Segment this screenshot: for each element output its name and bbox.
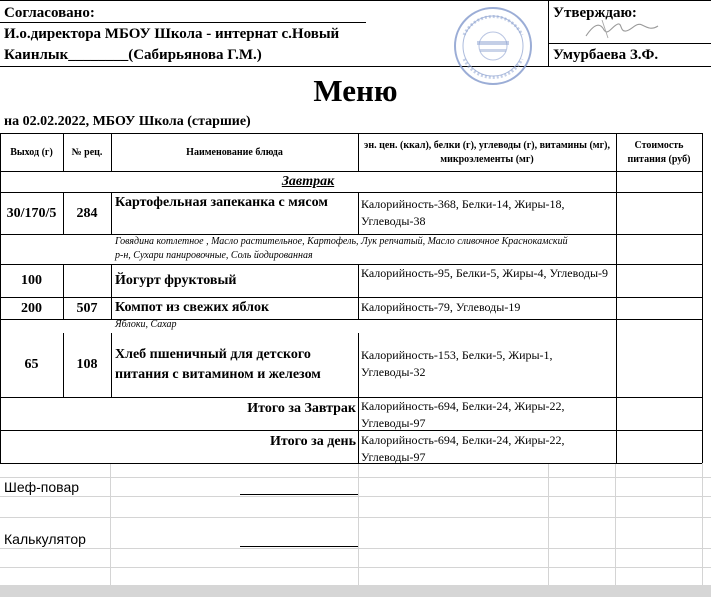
table-border [0, 463, 702, 464]
table-border [616, 133, 617, 463]
border-line [0, 22, 366, 23]
row-output: 65 [24, 357, 39, 372]
border-line [0, 66, 711, 67]
row-recipe: 284 [76, 205, 98, 221]
column-header-nutrition: эн. цен. (ккал), белки (г), углеводы (г), витамины (мг), микроэлементы (мг) [364, 139, 610, 165]
row-dish: Хлеб пшеничный для детского питания с витамином и железом [115, 347, 321, 382]
border-line [548, 43, 711, 44]
column-header-output: Выход (г) [10, 146, 53, 158]
row-nutrition: Калорийность-95, Белки-5, Жиры-4, Углеводы-9 [361, 266, 609, 280]
row-output: 200 [21, 300, 42, 316]
agreed-position: И.о.директора МБОУ Школа - интернат с.Новый [4, 26, 340, 42]
total-day-label: Итого за день [270, 434, 356, 449]
page-subtitle: на 02.02.2022, МБОУ Школа (старшие) [4, 114, 251, 129]
row-dish: Компот из свежих яблок [115, 300, 270, 315]
row-recipe: 507 [76, 300, 98, 316]
sheet-gridline [615, 463, 616, 585]
chef-signature-line [240, 494, 358, 495]
row-output: 100 [21, 273, 42, 288]
calculator-label: Калькулятор [4, 531, 86, 547]
sheet-gridline [0, 517, 711, 518]
table-border [111, 192, 112, 234]
table-border [63, 264, 64, 319]
sheet-gridline [110, 463, 111, 585]
row-dish: Йогурт фруктовый [115, 273, 237, 288]
signature-scribble [582, 16, 662, 42]
sheet-gridline [702, 463, 703, 585]
approve-label: Утверждаю: [553, 5, 637, 21]
column-header-dish: Наименование блюда [186, 146, 283, 158]
section-title: Завтрак [281, 174, 335, 189]
sheet-gridline [0, 567, 711, 568]
border-line [0, 0, 711, 1]
table-border [358, 264, 359, 319]
agreed-label: Согласовано: [4, 5, 95, 21]
table-border [63, 192, 64, 234]
row-nutrition: Калорийность-153, Белки-5, Жиры-1, Углеводы-32 [361, 348, 553, 379]
table-border [111, 133, 112, 172]
column-header-cost: Стоимость питания (руб) [627, 139, 691, 165]
table-border [111, 333, 112, 397]
table-border [0, 430, 702, 431]
row-ingredients: Яблоки, Сахар [115, 319, 177, 330]
total-breakfast-label: Итого за Завтрак [247, 401, 356, 416]
sheet-gridline [0, 548, 711, 549]
table-border [358, 192, 359, 234]
table-border [63, 333, 64, 397]
table-border [111, 264, 112, 319]
column-header-recipe: № рец. [71, 146, 103, 158]
row-ingredients: Говядина котлетное , Масло растительное, Картофель, Лук репчатый, Масло сливочное Краснокамский р-н, Сухари панировочные, Соль йодированная [115, 236, 568, 261]
row-nutrition: Калорийность-79, Углеводы-19 [361, 300, 521, 314]
table-border [358, 133, 359, 172]
chef-label: Шеф-повар [4, 479, 80, 495]
row-output: 30/170/5 [6, 205, 57, 221]
sheet-gridline [358, 463, 359, 585]
row-nutrition: Калорийность-368, Белки-14, Жиры-18, Углеводы-38 [361, 197, 565, 228]
sheet-gridline [0, 477, 711, 478]
total-breakfast-nutrition: Калорийность-694, Белки-24, Жиры-22, Углеводы-97 [361, 399, 565, 430]
table-border [358, 333, 359, 463]
row-recipe: 108 [76, 357, 98, 372]
horizontal-scrollbar[interactable] [0, 585, 711, 597]
total-day-nutrition: Калорийность-694, Белки-24, Жиры-22, Углеводы-97 [361, 433, 565, 464]
table-border [0, 171, 702, 172]
table-border [63, 133, 64, 172]
sheet-gridline [0, 496, 711, 497]
agreed-signer: Каинлык________(Сабирьянова Г.М.) [4, 47, 262, 63]
calculator-signature-line [240, 546, 358, 547]
row-recipe [63, 265, 111, 297]
border-line [548, 0, 549, 66]
table-border [0, 133, 1, 463]
table-border [702, 133, 703, 463]
approve-name: Умурбаева З.Ф. [553, 47, 659, 63]
row-dish: Картофельная запеканка с мясом [115, 195, 328, 210]
page-title: Меню [313, 73, 398, 108]
sheet-gridline [548, 463, 549, 585]
